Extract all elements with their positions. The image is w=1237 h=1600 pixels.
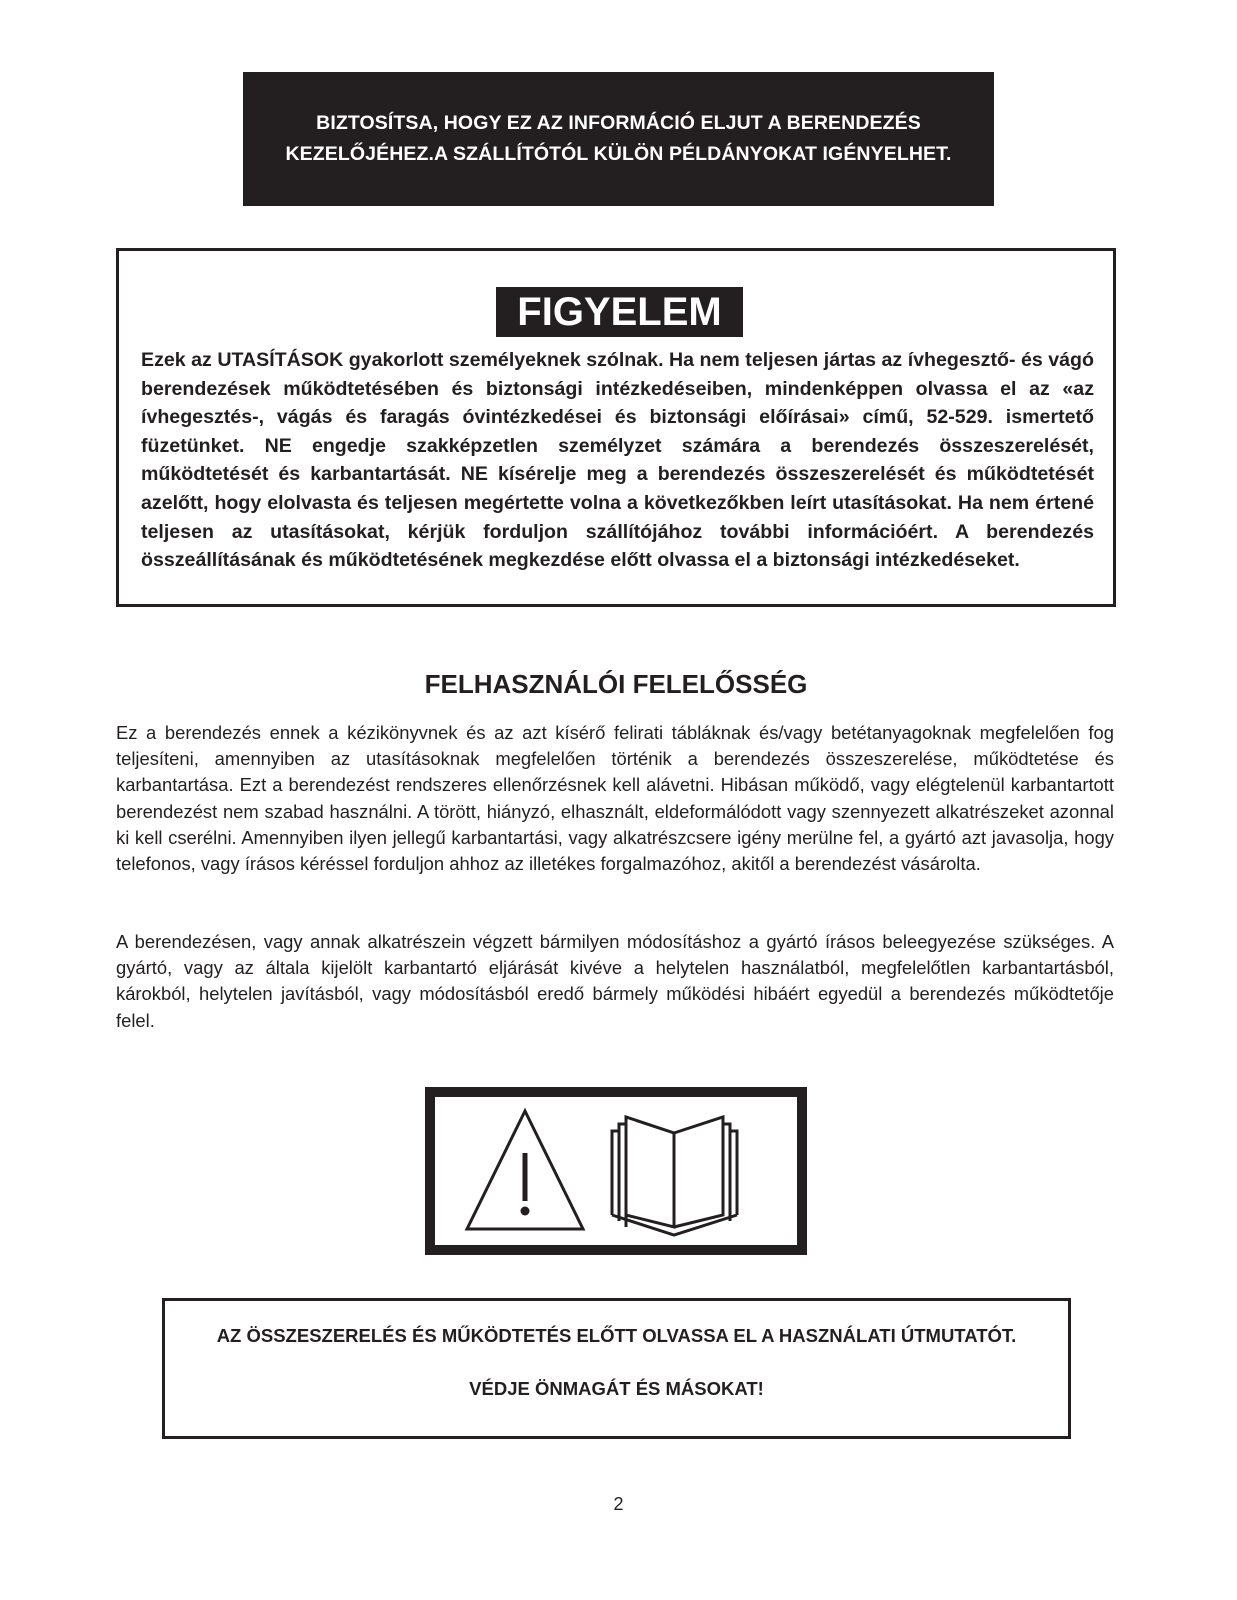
warning-triangle-icon — [467, 1111, 583, 1229]
safety-symbols — [435, 1097, 797, 1245]
manual-book-icon — [612, 1117, 737, 1235]
top-banner-line2: KEZELŐJÉHEZ.A SZÁLLÍTÓTÓL KÜLÖN PÉLDÁNYOKAT IGÉNYELHET. — [285, 143, 952, 165]
page-number: 2 — [613, 1494, 624, 1514]
top-banner — [243, 72, 994, 206]
responsibility-title: FELHASZNÁLÓI FELELŐSSÉG — [424, 669, 808, 699]
warning-title: FIGYELEM — [496, 287, 743, 337]
responsibility-paragraph-1: Ez a berendezés ennek a kézikönyvnek és az azt kísérő felirati tábláknak és/vagy betétanyagoknak megfelelően fog teljesíteni, amennyiben az utasításoknak megfelelően történik a berendezés összeszerelése, működtetése és karbantartása. Ezt a berendezést rendszeres ellenőrzésnek kell alávetni. Hibásan működő, vagy elégtelenül karbantartott berendezést nem szabad használni. A törött, hiányzó, elhasznált, eldeformálódott vagy szennyezett alkatrészeket azonnal ki kell cserélni. Amennyiben ilyen jellegű karbantartási, vagy alkatrészcsere igény merülne fel, a gyártó azt javasolja, hogy telefonos, vagy írásos kéréssel forduljon ahhoz az illetékes forgalmazóhoz, akitől a berendezést vásárolta. — [116, 722, 1114, 875]
read-manual-line2: VÉDJE ÖNMAGÁT ÉS MÁSOKAT! — [469, 1378, 764, 1399]
safety-symbol-inner — [435, 1097, 797, 1245]
warning-box — [116, 248, 1116, 607]
top-banner-line1: BIZTOSÍTSA, HOGY EZ AZ INFORMÁCIÓ ELJUT A BERENDEZÉS — [316, 112, 921, 134]
read-manual-line1: AZ ÖSSZESZERELÉS ÉS MŰKÖDTETÉS ELŐTT OLVASSA EL A HASZNÁLATI ÚTMUTATÓT. — [216, 1325, 1017, 1346]
safety-symbol-panel — [425, 1087, 807, 1255]
responsibility-paragraph-2: A berendezésen, vagy annak alkatrészein végzett bármilyen módosításhoz a gyártó írásos beleegyezése szükséges. A gyártó, vagy az általa kijelölt karbantartó eljárását kivéve a helytelen használatból, megfelelőtlen karbantartásból, károkból, helytelen javításból, vagy módosításból eredő bármely működési hibáért egyedül a berendezés működtetője felel. — [116, 931, 1114, 1031]
warning-text: Ezek az UTASÍTÁSOK gyakorlott személyeknek szólnak. Ha nem teljesen jártas az ívhegesztő- és vágó berendezések működtetésében és biztonsági intézkedéseiben, mindenképpen olvassa el az «az ívhegesztés-, vágás és faragás óvintézkedései és biztonsági előírásai» című, 52-529. ismertető füzetünket. NE engedje szakképzetlen személyzet számára a berendezés összeszerelését, működtetését és karbantartását. NE kísérelje meg a berendezés összeszerelését és működtetését azelőtt, hogy elolvasta és teljesen megértette volna a következőkben leírt utasításokat. Ha nem értené teljesen az utasításokat, kérjük forduljon szállítójához további információért. A berendezés összeállításának és működtetésének megkezdése előtt olvassa el a biztonsági intézkedéseket. — [141, 349, 1094, 572]
read-manual-box — [162, 1298, 1071, 1439]
